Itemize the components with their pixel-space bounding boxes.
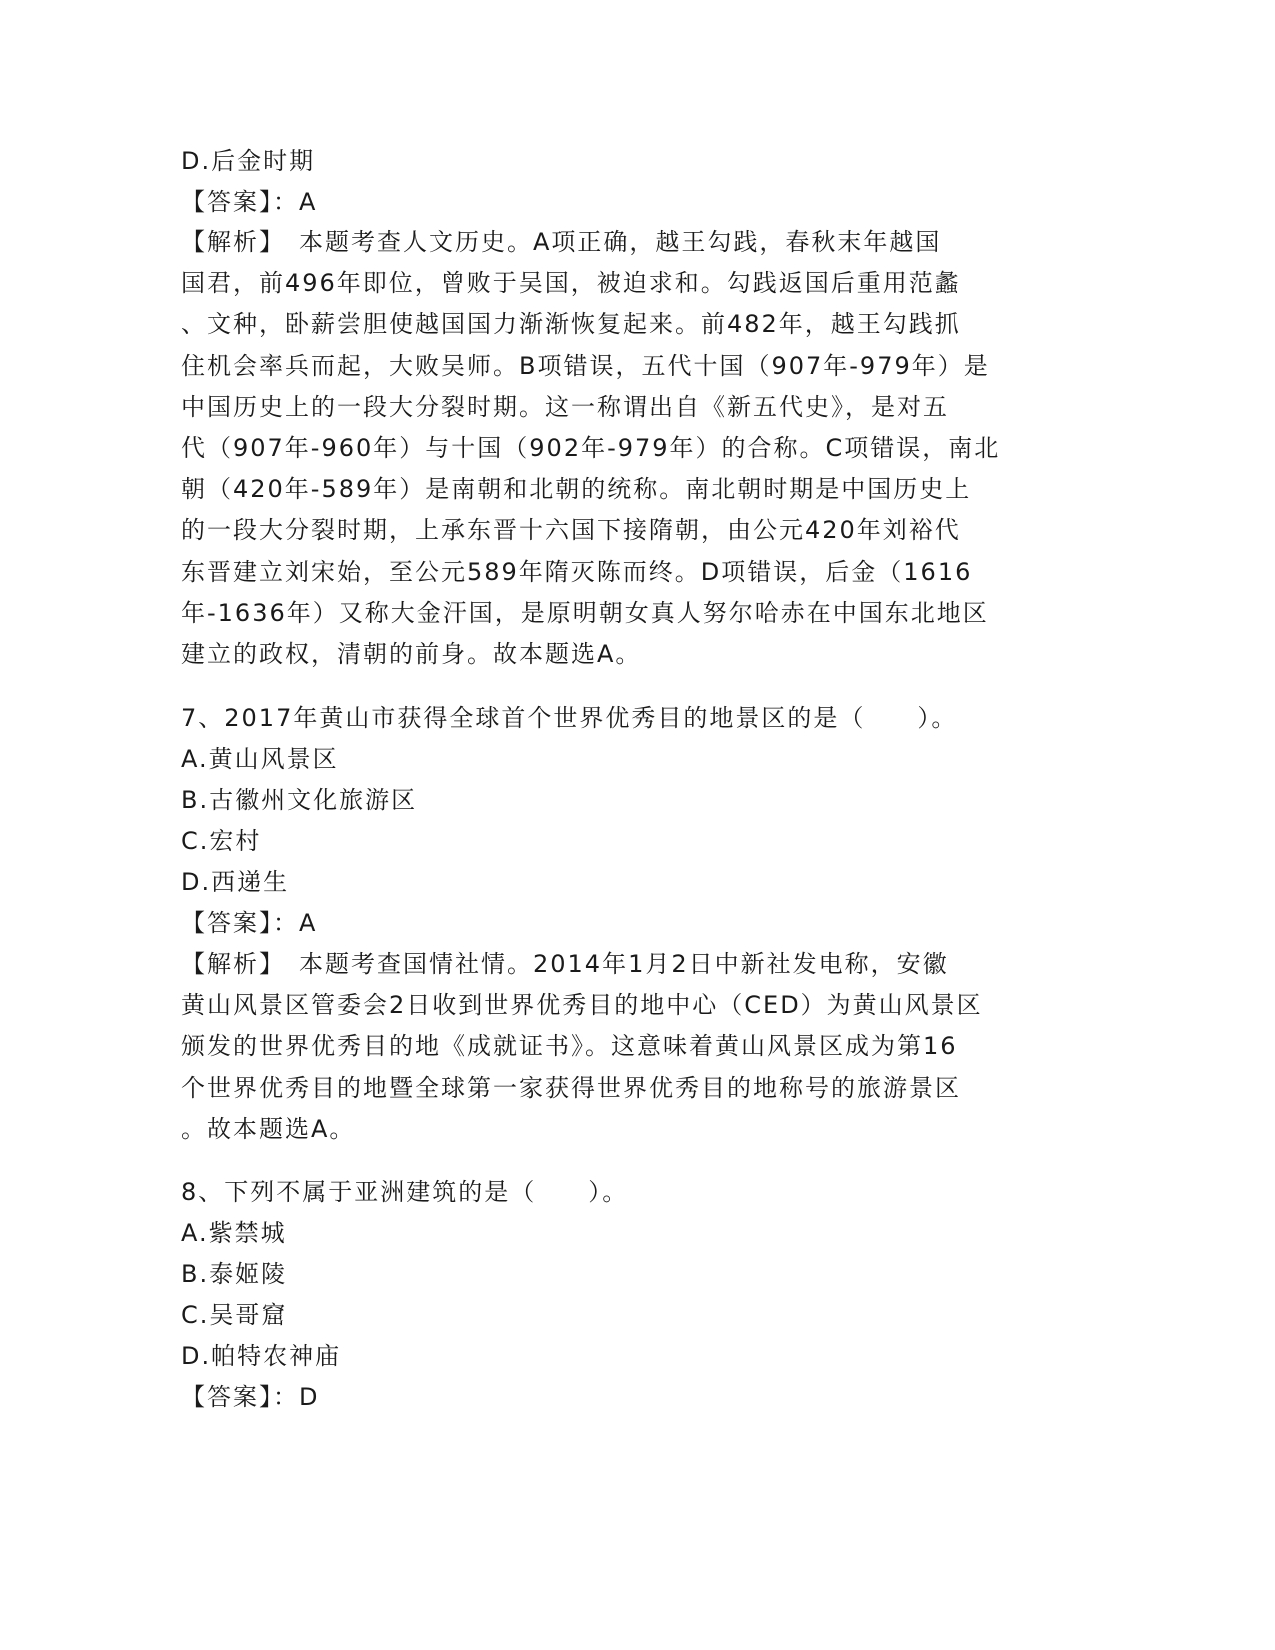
q6-analysis-line: 中国历史上的一段大分裂时期。这一称谓出自《新五代史》，是对五 — [181, 392, 949, 421]
q6-option-d: D.后金时期 — [181, 147, 316, 175]
q6-analysis-line: 东晋建立刘宋始，至公元589年隋灭陈而终。D项错误，后金（1616 — [181, 557, 973, 586]
q7-option-b: B.古徽州文化旅游区 — [181, 786, 418, 814]
q6-analysis-line: 【解析】 本题考查人文历史。A项正确，越王勾践，春秋末年越国 — [181, 228, 942, 256]
q8-option-c: C.吴哥窟 — [181, 1301, 288, 1329]
q7-analysis — [181, 944, 1039, 1150]
q6-answer: 【答案】：A — [181, 188, 318, 216]
q7-analysis-line: 黄山风景区管委会2日收到世界优秀目的地中心（CED）为黄山风景区 — [181, 991, 983, 1020]
q6-analysis — [181, 222, 1039, 675]
q8-answer: 【答案】：D — [181, 1383, 320, 1411]
q7-option-d: D.西递生 — [181, 868, 290, 896]
q6-analysis-line: 国君，前496年即位，曾败于吴国，被迫求和。勾践返国后重用范蠡 — [181, 269, 961, 298]
q7-option-a: A.黄山风景区 — [181, 745, 339, 773]
q7-analysis-line: 颁发的世界优秀目的地《成就证书》。这意味着黄山风景区成为第16 — [181, 1032, 958, 1061]
q6-analysis-line: 、文种，卧薪尝胆使越国国力渐渐恢复起来。前482年，越王勾践抓 — [181, 310, 961, 339]
q6-analysis-line: 住机会率兵而起，大败吴师。B项错误，五代十国（907年-979年）是 — [181, 351, 990, 380]
q6-analysis-line: 年-1636年）又称大金汗国，是原明朝女真人努尔哈赤在中国东北地区 — [181, 598, 989, 627]
q7-stem: 7、2017年黄山市获得全球首个世界优秀目的地景区的是（ ）。 — [181, 704, 958, 732]
q6-analysis-line: 建立的政权，清朝的前身。故本题选A。 — [181, 639, 642, 668]
q8-stem: 8、下列不属于亚洲建筑的是（ ）。 — [181, 1178, 629, 1206]
q7-analysis-line: 个世界优秀目的地暨全球第一家获得世界优秀目的地称号的旅游景区 — [181, 1073, 961, 1102]
q8-option-a: A.紫禁城 — [181, 1219, 287, 1247]
q7-answer: 【答案】：A — [181, 909, 318, 937]
q6-analysis-line: 的一段大分裂时期，上承东晋十六国下接隋朝，由公元420年刘裕代 — [181, 516, 961, 545]
q8-option-d: D.帕特农神庙 — [181, 1342, 342, 1370]
q6-analysis-line: 朝（420年-589年）是南朝和北朝的统称。南北朝时期是中国历史上 — [181, 475, 972, 504]
q7-analysis-line: 【解析】 本题考查国情社情。2014年1月2日中新社发电称，安徽 — [181, 950, 949, 978]
q8-option-b: B.泰姬陵 — [181, 1260, 288, 1288]
q6-analysis-line: 代（907年-960年）与十国（902年-979年）的合称。C项错误，南北 — [181, 433, 1001, 462]
q7-analysis-line: 。故本题选A。 — [181, 1114, 356, 1143]
q7-option-c: C.宏村 — [181, 827, 262, 855]
